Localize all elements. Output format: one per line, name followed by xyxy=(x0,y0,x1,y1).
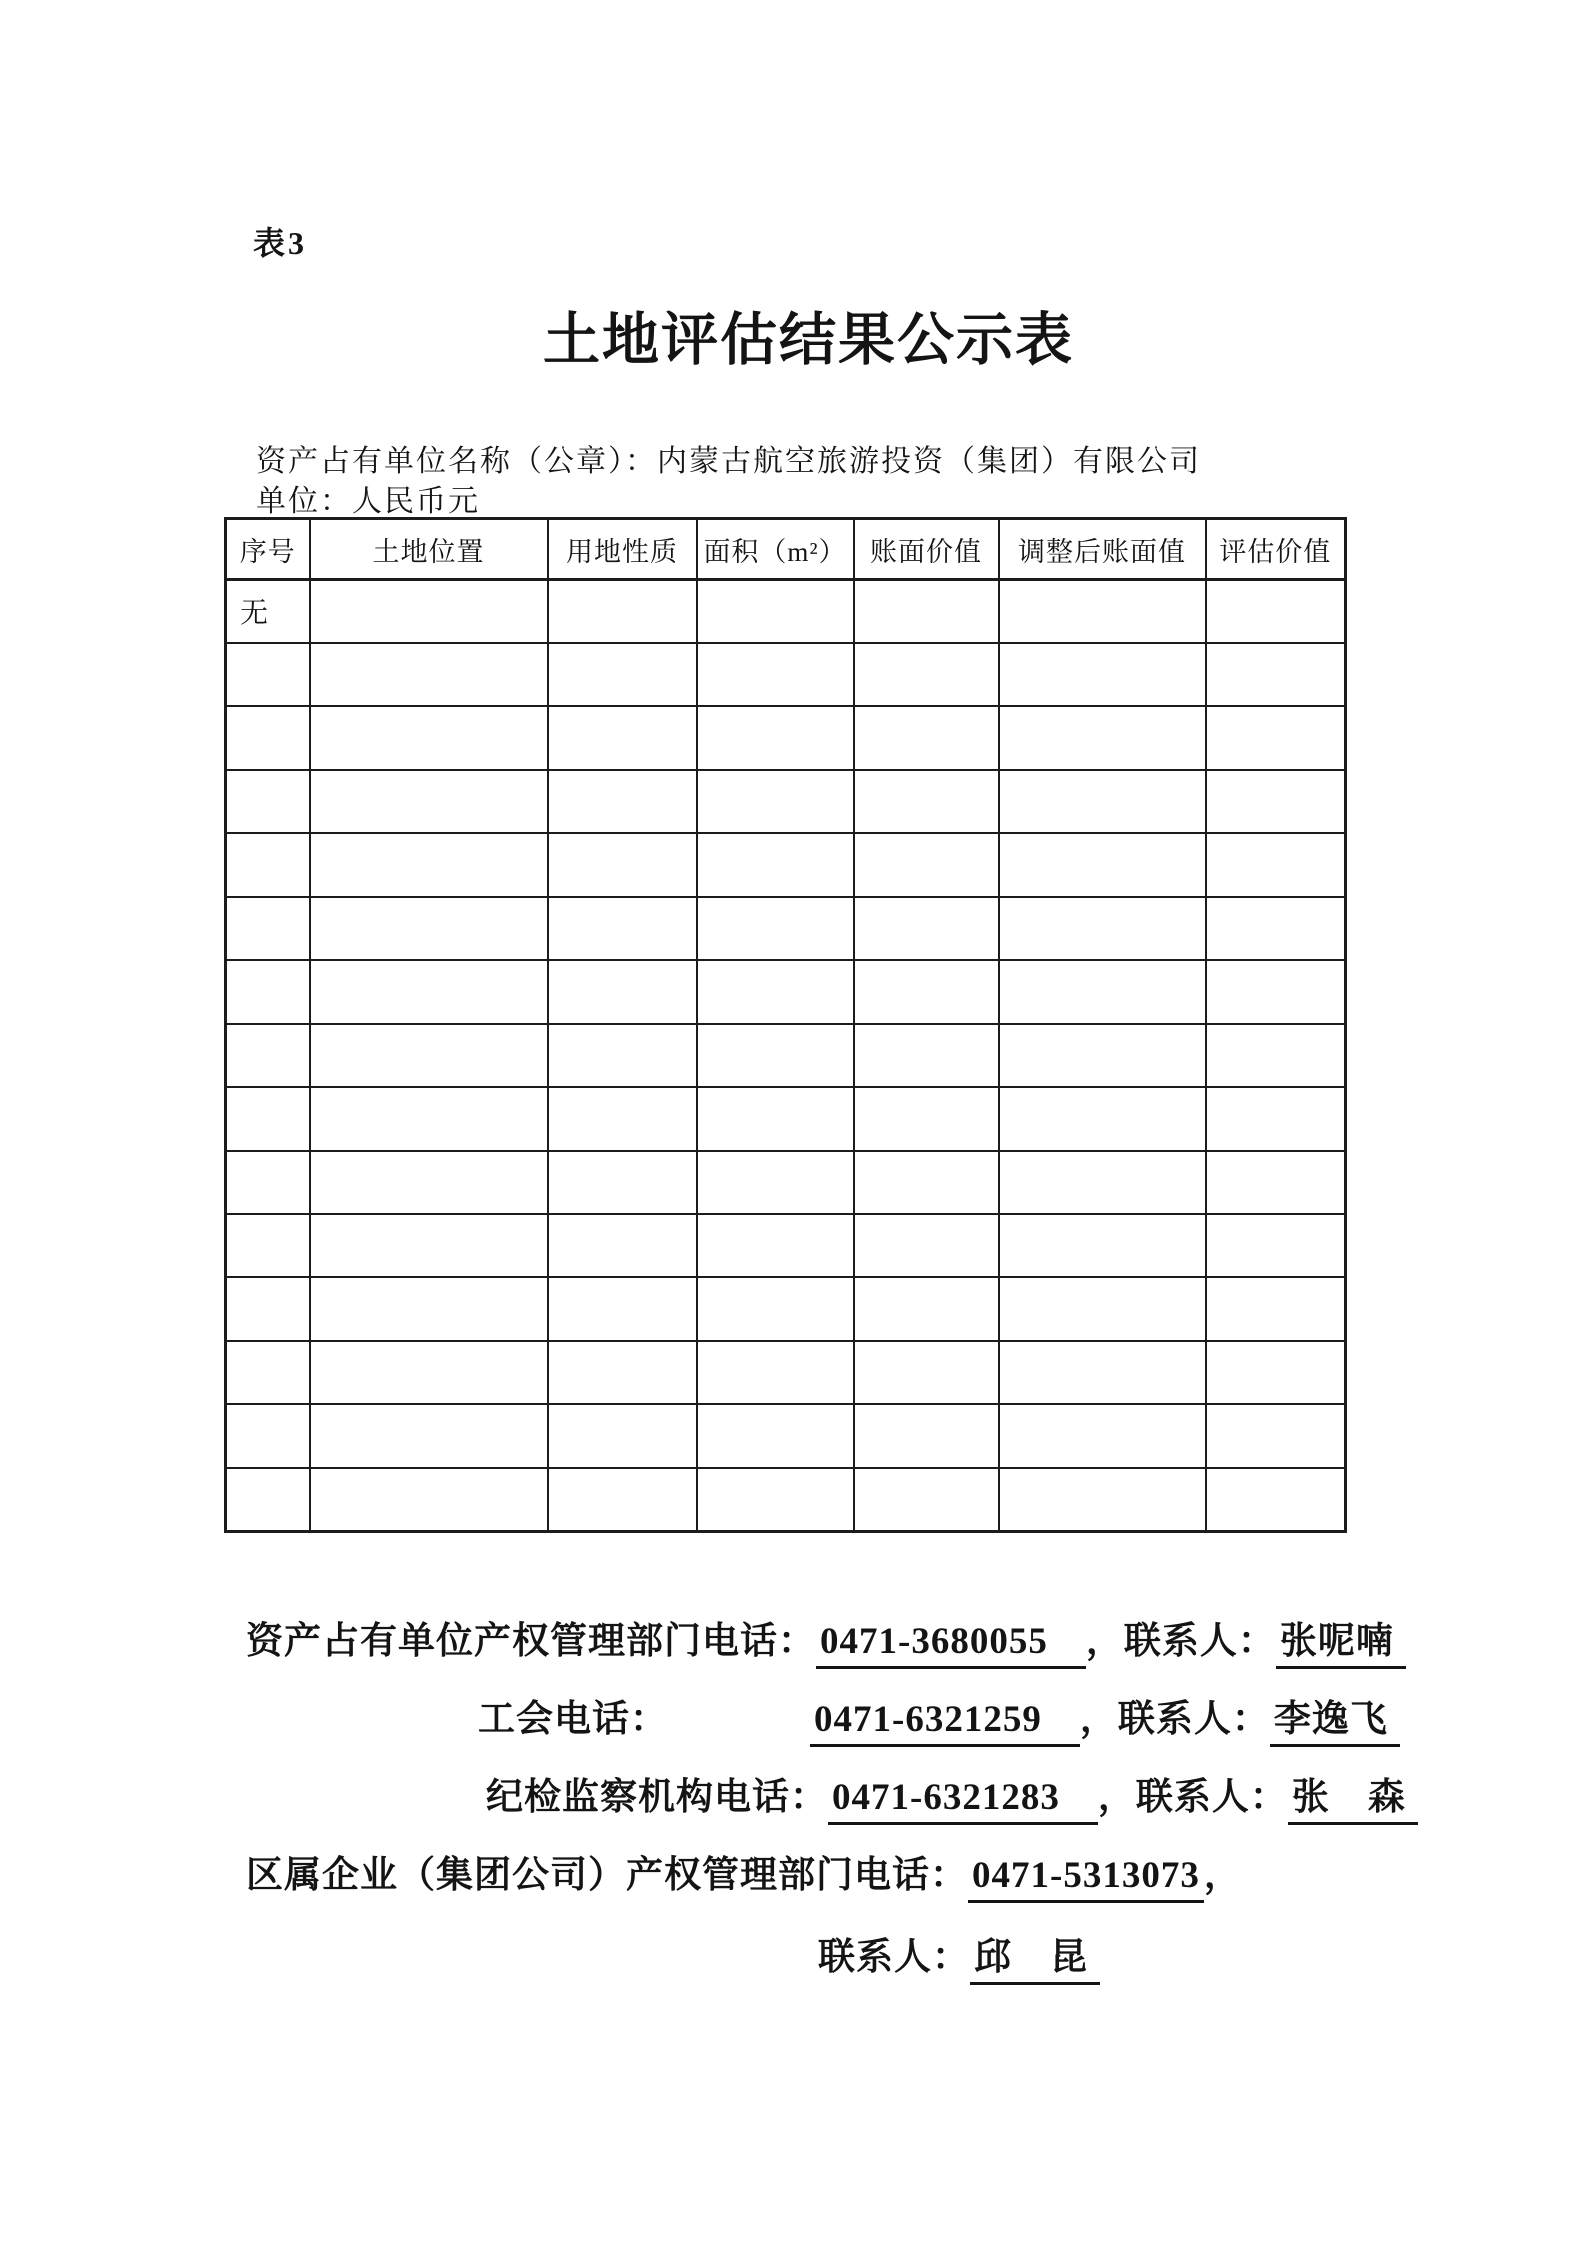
table-cell xyxy=(697,1468,854,1532)
table-row xyxy=(226,1341,1346,1404)
table-cell xyxy=(226,706,310,769)
table-cell xyxy=(226,1087,310,1150)
table-cell xyxy=(1206,960,1346,1023)
table-cell xyxy=(854,1277,999,1340)
table-cell xyxy=(697,1341,854,1404)
contact-separator: ，联系人： xyxy=(1079,1699,1270,1740)
table-cell xyxy=(854,1151,999,1214)
contact-line-union xyxy=(478,1688,1400,1747)
table-row xyxy=(226,1404,1346,1467)
table-cell xyxy=(310,897,548,960)
table-cell xyxy=(697,706,854,769)
contact-person-name: 张呢喃 xyxy=(1276,1621,1406,1669)
table-cell xyxy=(854,1341,999,1404)
table-cell xyxy=(697,580,854,643)
phone-number: 0471-6321259 xyxy=(810,1699,1080,1747)
table-cell xyxy=(1206,1277,1346,1340)
table-cell xyxy=(226,833,310,896)
contact-prefix: 资产占有单位产权管理部门电话： xyxy=(246,1621,816,1662)
table-cell xyxy=(548,833,697,896)
table-cell xyxy=(226,1151,310,1214)
table-cell xyxy=(697,897,854,960)
table-cell xyxy=(854,580,999,643)
table-cell: 无 xyxy=(226,580,310,643)
table-cell xyxy=(697,833,854,896)
table-cell xyxy=(310,833,548,896)
table-cell xyxy=(697,1277,854,1340)
phone-number: 0471-3680055 xyxy=(816,1621,1086,1669)
table-cell xyxy=(697,1214,854,1277)
table-cell xyxy=(226,643,310,706)
table-cell xyxy=(697,1024,854,1087)
table-row xyxy=(226,580,1346,643)
table-cell xyxy=(1206,1151,1346,1214)
table-cell xyxy=(1206,580,1346,643)
table-row xyxy=(226,1277,1346,1340)
table-cell xyxy=(226,1214,310,1277)
table-cell xyxy=(1206,1024,1346,1087)
table-cell xyxy=(697,1087,854,1150)
phone-number: 0471-5313073 xyxy=(968,1855,1204,1903)
contact-prefix: 工会电话： xyxy=(478,1699,668,1740)
table-cell xyxy=(854,833,999,896)
table-cell xyxy=(548,960,697,1023)
table-row xyxy=(226,1087,1346,1150)
table-cell xyxy=(548,1341,697,1404)
table-cell xyxy=(854,1087,999,1150)
table-cell xyxy=(226,1277,310,1340)
table-cell xyxy=(1206,770,1346,833)
contact-person-name: 邱 昆 xyxy=(970,1937,1100,1985)
table-cell xyxy=(548,643,697,706)
table-cell xyxy=(999,1404,1206,1467)
contact-person-name: 张 森 xyxy=(1288,1777,1418,1825)
table-cell xyxy=(548,1404,697,1467)
table-cell xyxy=(999,643,1206,706)
table-cell xyxy=(1206,1468,1346,1532)
table-cell xyxy=(548,1024,697,1087)
table-cell xyxy=(548,1468,697,1532)
table-cell xyxy=(999,1151,1206,1214)
table-cell xyxy=(999,833,1206,896)
table-cell xyxy=(548,897,697,960)
table-row xyxy=(226,833,1346,896)
table-cell xyxy=(548,1277,697,1340)
header-cell: 面积（m²） xyxy=(697,519,854,580)
table-cell xyxy=(1206,1214,1346,1277)
table-cell xyxy=(697,643,854,706)
contact-line-district-enterprise xyxy=(246,1844,1242,1903)
table-cell xyxy=(548,1214,697,1277)
contact-person-name: 李逸飞 xyxy=(1270,1699,1400,1747)
table-cell xyxy=(310,1214,548,1277)
table-cell xyxy=(548,580,697,643)
contact-separator: ， xyxy=(1203,1855,1242,1896)
table-cell xyxy=(854,1404,999,1467)
table-cell xyxy=(1206,643,1346,706)
table-cell xyxy=(854,770,999,833)
contact-prefix: 联系人： xyxy=(818,1937,970,1978)
contact-prefix: 区属企业（集团公司）产权管理部门电话： xyxy=(246,1855,968,1896)
asset-holder-name-line: 资产占有单位名称（公章）：内蒙古航空旅游投资（集团）有限公司 xyxy=(256,445,1201,478)
contact-line-final-person xyxy=(818,1926,1100,1985)
table-cell xyxy=(548,1087,697,1150)
table-cell xyxy=(854,643,999,706)
table-cell xyxy=(1206,706,1346,769)
table-header-row xyxy=(226,519,1346,580)
contact-line-asset-dept xyxy=(246,1610,1406,1669)
table-cell xyxy=(548,770,697,833)
table-cell xyxy=(310,1151,548,1214)
table-cell xyxy=(1206,1341,1346,1404)
table-cell xyxy=(999,897,1206,960)
header-cell: 序号 xyxy=(226,519,310,580)
table-cell xyxy=(999,1024,1206,1087)
table-cell xyxy=(999,1277,1206,1340)
table-cell xyxy=(310,1341,548,1404)
contact-separator: ，联系人： xyxy=(1085,1621,1276,1662)
table-cell xyxy=(226,960,310,1023)
table-cell xyxy=(999,770,1206,833)
table-cell xyxy=(854,960,999,1023)
table-cell xyxy=(548,706,697,769)
table-row xyxy=(226,770,1346,833)
table-cell xyxy=(226,1024,310,1087)
table-row xyxy=(226,1214,1346,1277)
table-row xyxy=(226,706,1346,769)
sheet-number-label: 表3 xyxy=(253,225,308,261)
contact-separator: ，联系人： xyxy=(1097,1777,1288,1818)
table-row xyxy=(226,960,1346,1023)
table-cell xyxy=(310,770,548,833)
document-title: 土地评估结果公示表 xyxy=(543,309,1074,372)
table-cell xyxy=(999,1214,1206,1277)
header-cell: 评估价值 xyxy=(1206,519,1346,580)
contact-prefix: 纪检监察机构电话： xyxy=(486,1777,828,1818)
table-cell xyxy=(310,580,548,643)
table-cell xyxy=(854,1468,999,1532)
header-cell: 账面价值 xyxy=(854,519,999,580)
phone-number: 0471-6321283 xyxy=(828,1777,1098,1825)
table-cell xyxy=(999,1087,1206,1150)
table-cell xyxy=(854,706,999,769)
header-cell: 用地性质 xyxy=(548,519,697,580)
table-cell xyxy=(226,1404,310,1467)
table-cell xyxy=(226,897,310,960)
table-cell xyxy=(310,1468,548,1532)
table-cell xyxy=(854,1024,999,1087)
table-cell xyxy=(1206,897,1346,960)
table-cell xyxy=(226,1341,310,1404)
table-cell xyxy=(999,1341,1206,1404)
table-cell xyxy=(310,1024,548,1087)
table-cell xyxy=(697,1404,854,1467)
table-cell xyxy=(226,770,310,833)
table-cell xyxy=(1206,833,1346,896)
table-cell xyxy=(226,1468,310,1532)
table-cell xyxy=(697,960,854,1023)
table-cell xyxy=(854,1214,999,1277)
table-cell xyxy=(1206,1404,1346,1467)
table-cell xyxy=(548,1151,697,1214)
table-cell xyxy=(999,960,1206,1023)
table-cell xyxy=(310,1087,548,1150)
table-row xyxy=(226,643,1346,706)
table-row xyxy=(226,1024,1346,1087)
table-cell xyxy=(310,706,548,769)
table-cell xyxy=(999,1468,1206,1532)
contact-line-discipline-inspection xyxy=(486,1766,1418,1825)
table-cell xyxy=(854,897,999,960)
table-cell xyxy=(310,1277,548,1340)
table-row xyxy=(226,1468,1346,1532)
table-cell xyxy=(697,1151,854,1214)
table-cell xyxy=(1206,1087,1346,1150)
header-cell: 土地位置 xyxy=(310,519,548,580)
table-cell xyxy=(999,706,1206,769)
table-cell xyxy=(310,643,548,706)
table-cell xyxy=(999,580,1206,643)
table-cell xyxy=(697,770,854,833)
land-assessment-table xyxy=(224,517,1347,1533)
table-row xyxy=(226,1151,1346,1214)
currency-unit-line: 单位：人民币元 xyxy=(256,485,480,518)
table-cell xyxy=(310,1404,548,1467)
table-row xyxy=(226,897,1346,960)
header-cell: 调整后账面值 xyxy=(999,519,1206,580)
table-cell xyxy=(310,960,548,1023)
